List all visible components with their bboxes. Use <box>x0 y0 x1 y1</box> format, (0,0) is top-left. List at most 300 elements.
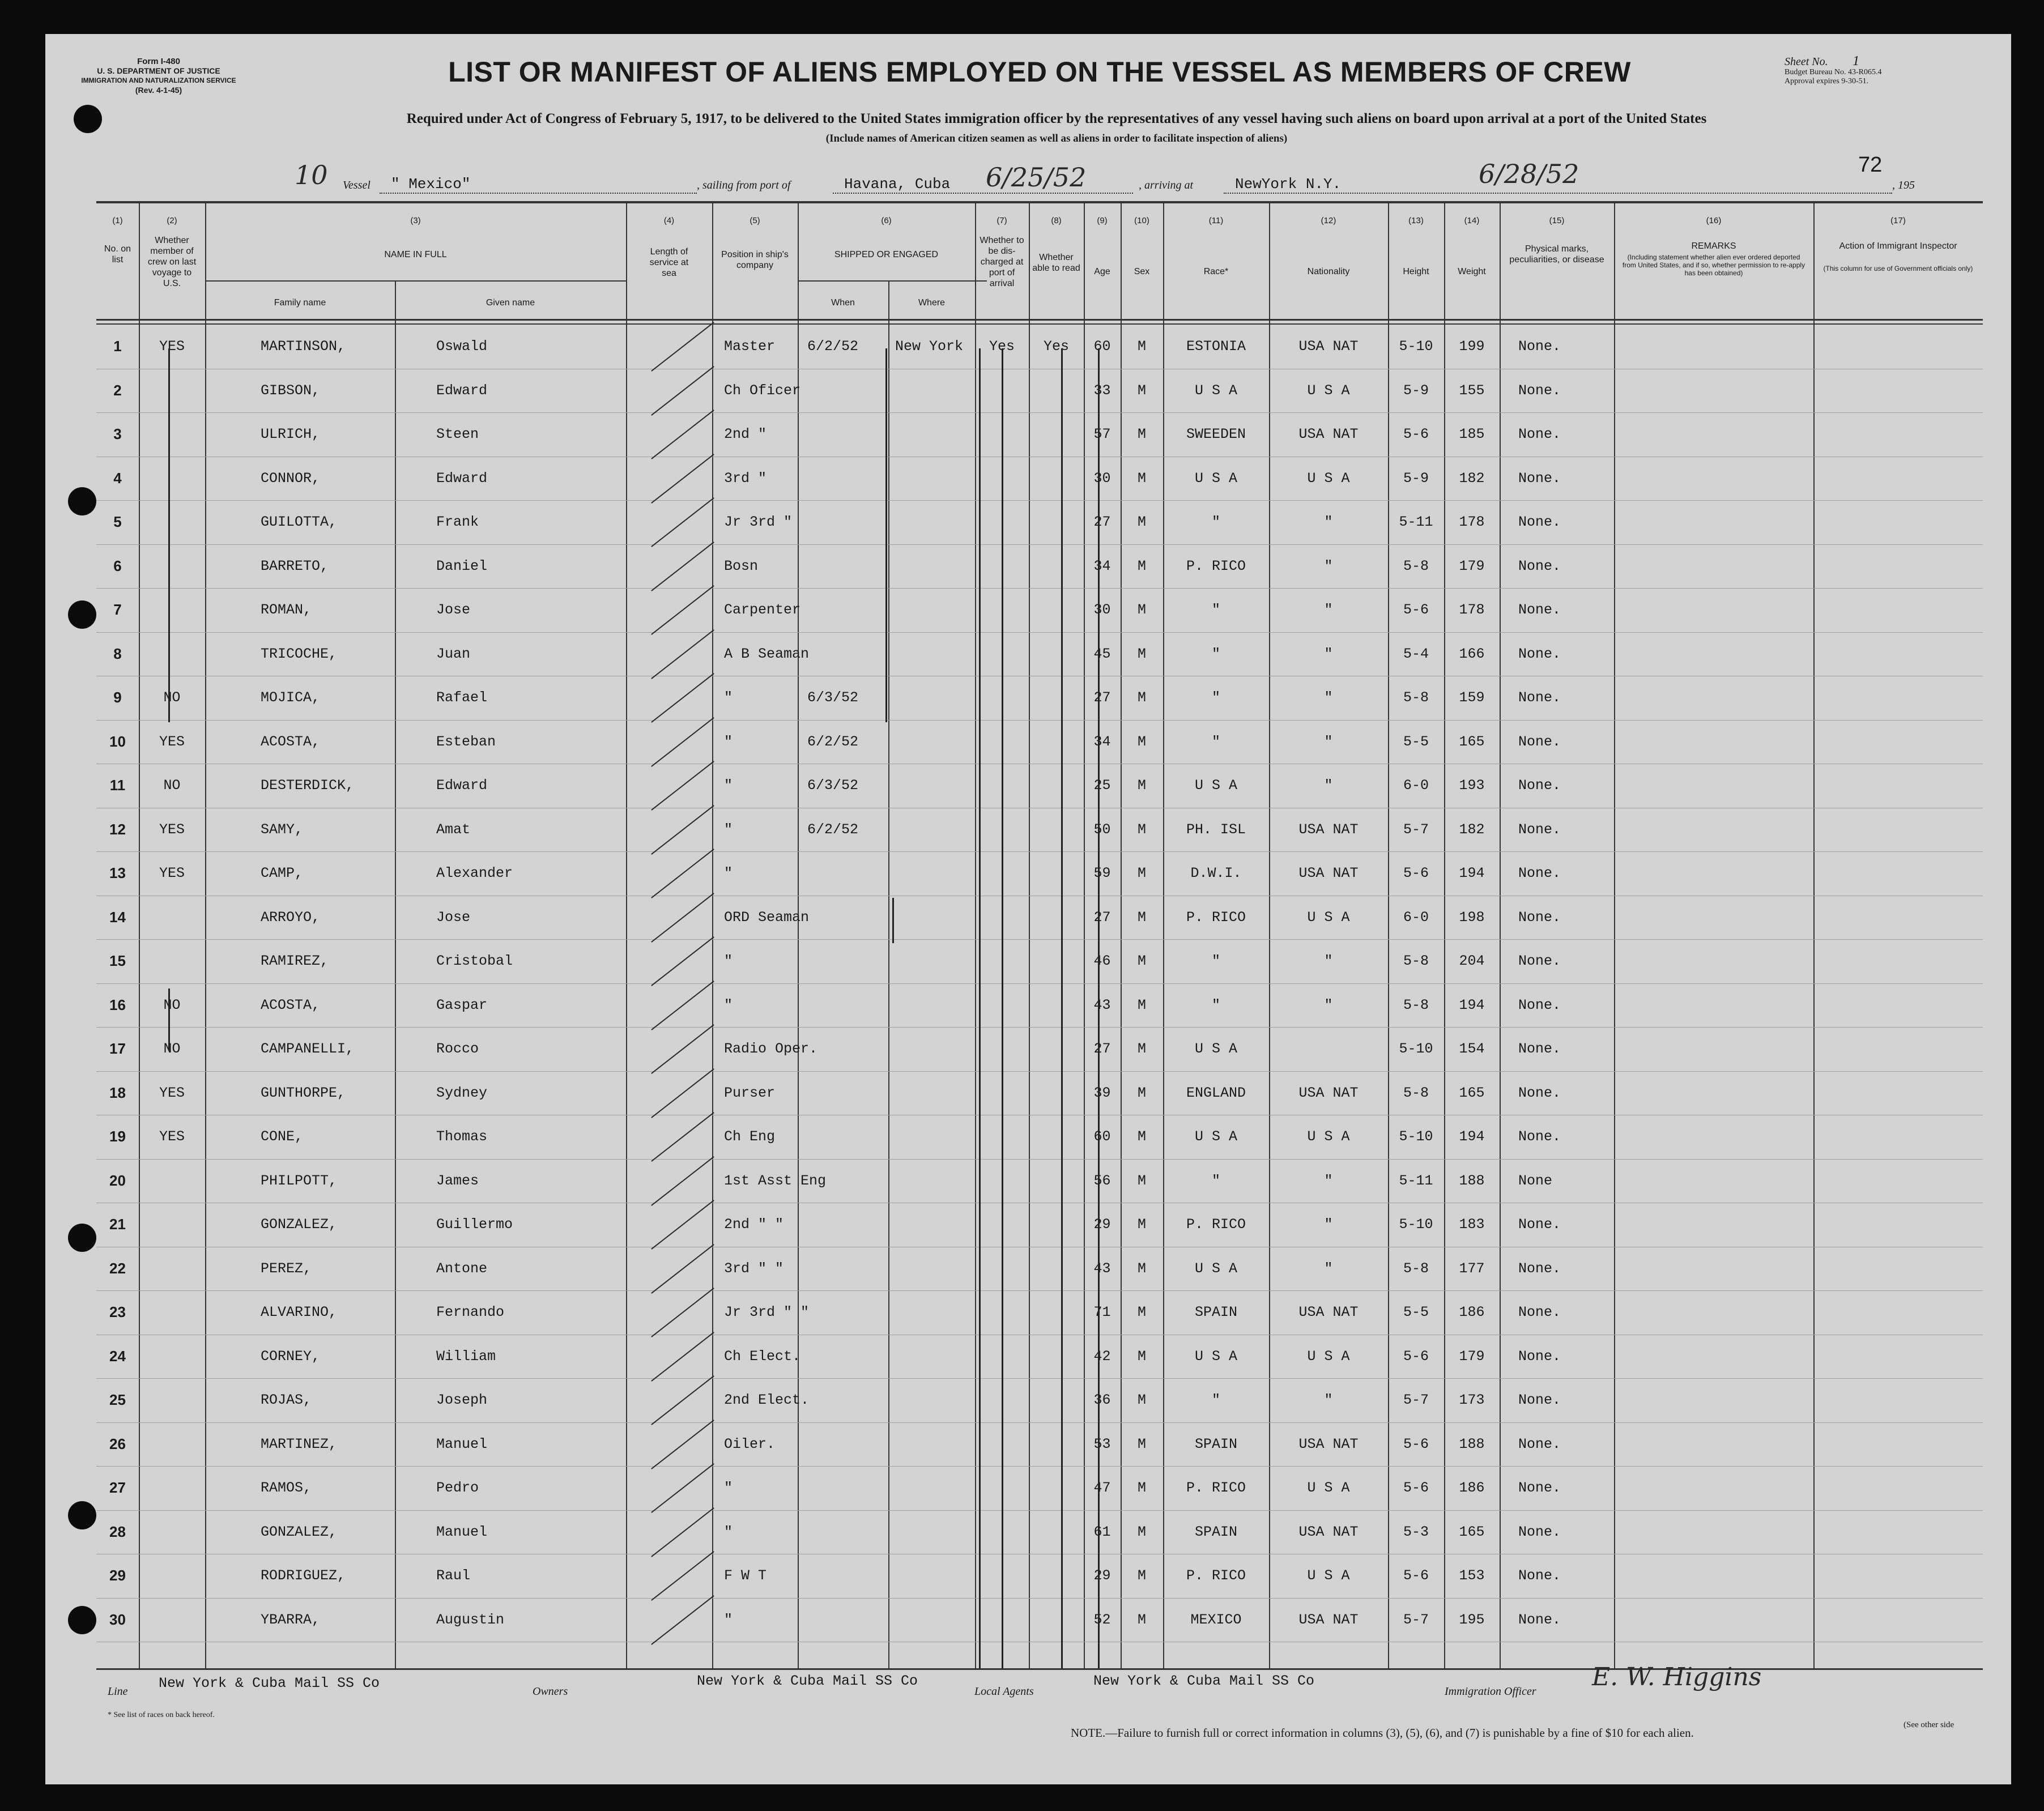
cell-sex: M <box>1137 733 1146 750</box>
cell-given-name: Steen <box>436 426 479 442</box>
cell-nationality: USA NAT <box>1298 1523 1359 1540</box>
cell-nationality: USA NAT <box>1298 865 1359 881</box>
cell-last-voyage <box>139 632 205 676</box>
cell-when <box>807 1422 892 1466</box>
colnum: (11) <box>1208 216 1224 225</box>
cell-height: 5-10 <box>1399 1041 1433 1057</box>
cell-weight: 159 <box>1459 689 1485 706</box>
cell-position: Ch Elect. <box>724 1348 801 1365</box>
cell-sex: M <box>1137 777 1146 794</box>
header-no-on-list: No. on list <box>104 244 131 265</box>
cell-height: 5-10 <box>1399 1216 1433 1233</box>
cell-race: " <box>1211 689 1220 706</box>
service-slash-mark <box>651 1420 714 1469</box>
header-remarks-note: (Including statement whether alien ever ordered deported from United States, and if so, whether permission to re-apply has been obtained) <box>1622 253 1805 277</box>
cell-when <box>807 896 892 939</box>
cell-able-to-read <box>1029 1159 1084 1203</box>
cell-sex: M <box>1137 1304 1146 1320</box>
cell-where <box>895 1115 975 1158</box>
service-slash-mark <box>651 322 714 372</box>
footer-note: NOTE.—Failure to furnish full or correct information in columns (3), (5), (6), and (7) is punishable by a fine of $10 for each alien. <box>1071 1726 1694 1740</box>
cell-able-to-read <box>1029 1378 1084 1422</box>
cell-last-voyage <box>139 1554 205 1597</box>
cell-position: Jr 3rd " " <box>724 1304 810 1320</box>
cell-nationality: USA NAT <box>1298 1304 1359 1320</box>
cell-sex: M <box>1137 1216 1146 1233</box>
cell-where <box>895 1422 975 1466</box>
cell-weight: 182 <box>1459 470 1485 487</box>
cell-sex: M <box>1137 1480 1146 1496</box>
cell-sex: M <box>1137 1260 1146 1277</box>
row-number: 20 <box>109 1171 126 1189</box>
header-name-in-full: NAME IN FULL <box>384 250 447 259</box>
cell-race: U S A <box>1194 777 1237 794</box>
service-slash-mark <box>651 1507 714 1557</box>
cell-able-to-read <box>1029 1510 1084 1554</box>
cell-able-to-read <box>1029 457 1084 500</box>
cell-last-voyage <box>139 544 205 588</box>
cell-height: 5-8 <box>1403 689 1429 706</box>
cell-family-name: GUILOTTA, <box>261 514 338 530</box>
cell-given-name: Rafael <box>436 689 488 706</box>
cell-nationality: " <box>1324 602 1333 618</box>
cell-age: 30 <box>1093 470 1111 487</box>
cell-weight: 165 <box>1459 733 1485 750</box>
cell-given-name: Edward <box>436 777 488 794</box>
cell-age: 52 <box>1093 1611 1111 1628</box>
cell-where <box>895 500 975 544</box>
cell-race: P. RICO <box>1186 1480 1246 1496</box>
cell-physical-marks: None. <box>1518 1480 1561 1496</box>
header-when: When <box>831 298 855 308</box>
cell-last-voyage <box>139 588 205 632</box>
form-id-line: (Rev. 4-1-45) <box>135 86 182 95</box>
cell-family-name: GUNTHORPE, <box>261 1084 346 1101</box>
cell-family-name: SAMY, <box>261 821 304 838</box>
cell-position: " <box>724 821 733 838</box>
cell-able-to-read <box>1029 1335 1084 1378</box>
cell-nationality: USA NAT <box>1298 338 1359 355</box>
cell-age: 60 <box>1093 1128 1111 1145</box>
binder-hole <box>68 1606 96 1634</box>
header-bottom-rule <box>96 319 1983 321</box>
cell-position: Radio Oper. <box>724 1041 818 1057</box>
cell-when <box>807 1071 892 1115</box>
cell-physical-marks: None. <box>1518 338 1561 355</box>
row-number: 27 <box>109 1479 126 1496</box>
cell-race: " <box>1211 953 1220 969</box>
row-number: 24 <box>109 1347 126 1365</box>
cell-physical-marks: None. <box>1518 996 1561 1013</box>
cell-height: 6-0 <box>1403 909 1429 926</box>
row-number: 17 <box>109 1040 126 1057</box>
cell-able-to-read <box>1029 896 1084 939</box>
cell-where <box>895 1290 975 1334</box>
cell-race: SPAIN <box>1194 1304 1237 1320</box>
cell-age: 53 <box>1093 1435 1111 1452</box>
cell-able-to-read <box>1029 412 1084 456</box>
cell-physical-marks: None. <box>1518 645 1561 662</box>
subtitle: Required under Act of Congress of February 5, 1917, to be delivered to the United States immigration officer by the representatives of any vessel having such aliens on board upon arrival at a port of the United States <box>406 111 1707 126</box>
row-number: 2 <box>113 381 122 399</box>
cell-weight: 178 <box>1459 602 1485 618</box>
colnum: (8) <box>1051 216 1062 225</box>
cell-sex: M <box>1137 1523 1146 1540</box>
cell-height: 5-3 <box>1403 1523 1429 1540</box>
cell-age: 43 <box>1093 1260 1111 1277</box>
cell-position: 1st Asst Eng <box>724 1172 827 1189</box>
cell-when <box>807 983 892 1027</box>
cell-age: 30 <box>1093 602 1111 618</box>
cell-last-voyage <box>139 412 205 456</box>
cell-race: U S A <box>1194 1260 1237 1277</box>
cell-family-name: GONZALEZ, <box>261 1216 338 1233</box>
cell-last-voyage: YES <box>159 1128 185 1145</box>
cell-physical-marks: None. <box>1518 689 1561 706</box>
cell-when <box>807 369 892 412</box>
cell-last-voyage <box>139 896 205 939</box>
cell-weight: 182 <box>1459 821 1485 838</box>
row-number: 1 <box>113 338 122 355</box>
cell-height: 5-6 <box>1403 1480 1429 1496</box>
cell-when <box>807 1159 892 1203</box>
cell-last-voyage <box>139 1159 205 1203</box>
cell-family-name: MARTINEZ, <box>261 1435 338 1452</box>
cell-position: Ch Oficer <box>724 382 801 399</box>
cell-nationality: USA NAT <box>1298 1611 1359 1628</box>
cell-family-name: GONZALEZ, <box>261 1523 338 1540</box>
row-number: 4 <box>113 469 122 487</box>
cell-weight: 177 <box>1459 1260 1485 1277</box>
owners-label: Owners <box>533 1685 568 1698</box>
line-label: Line <box>108 1685 128 1698</box>
cell-family-name: GIBSON, <box>261 382 321 399</box>
cell-race: P. RICO <box>1186 1567 1246 1584</box>
cell-position: " <box>724 1611 733 1628</box>
colnum: (17) <box>1890 216 1906 225</box>
cell-when <box>807 1203 892 1246</box>
column-rule <box>712 201 713 1668</box>
port-to: NewYork N.Y. <box>1235 176 1342 193</box>
cell-given-name: Gaspar <box>436 996 488 1013</box>
cell-nationality: " <box>1324 645 1333 662</box>
cell-where <box>895 896 975 939</box>
service-slash-mark <box>651 585 714 635</box>
service-slash-mark <box>651 1156 714 1206</box>
cell-physical-marks: None. <box>1518 1216 1561 1233</box>
cell-weight: 166 <box>1459 645 1485 662</box>
column-rule <box>626 201 627 1668</box>
cell-height: 5-5 <box>1403 1304 1429 1320</box>
cell-height: 5-4 <box>1403 645 1429 662</box>
colnum: (5) <box>750 216 760 225</box>
cell-when: 6/3/52 <box>807 689 859 706</box>
cell-height: 5-11 <box>1399 1172 1433 1189</box>
cell-able-to-read <box>1029 1115 1084 1158</box>
cell-age: 59 <box>1093 865 1111 881</box>
cell-family-name: CAMPANELLI, <box>261 1041 355 1057</box>
cell-weight: 194 <box>1459 996 1485 1013</box>
cell-nationality: U S A <box>1307 1480 1350 1496</box>
cell-weight: 154 <box>1459 1041 1485 1057</box>
header-inspector-action: Action of Immigrant Inspector <box>1839 241 1957 251</box>
cell-last-voyage: YES <box>159 1084 185 1101</box>
cell-where <box>895 457 975 500</box>
cell-position: " <box>724 1480 733 1496</box>
cell-race: " <box>1211 733 1220 750</box>
cell-sex: M <box>1137 557 1146 574</box>
column-rule <box>1614 201 1615 1668</box>
colnum: (10) <box>1134 216 1149 225</box>
cell-where <box>895 1203 975 1246</box>
cell-where <box>895 1159 975 1203</box>
cell-where <box>895 544 975 588</box>
cell-where <box>895 412 975 456</box>
cell-height: 5-7 <box>1403 821 1429 838</box>
cell-physical-marks: None. <box>1518 1041 1561 1057</box>
cell-race: SPAIN <box>1194 1435 1237 1452</box>
cell-family-name: ROJAS, <box>261 1392 312 1408</box>
cell-nationality: USA NAT <box>1298 821 1359 838</box>
cell-age: 27 <box>1093 689 1111 706</box>
cell-when <box>807 500 892 544</box>
binder-hole <box>68 487 96 515</box>
service-slash-mark <box>651 1551 714 1601</box>
colnum: (7) <box>997 216 1007 225</box>
cell-able-to-read <box>1029 1027 1084 1071</box>
cell-race: D.W.I. <box>1190 865 1242 881</box>
cell-last-voyage <box>139 1598 205 1642</box>
header-remarks: REMARKS <box>1691 241 1736 251</box>
column-rule <box>205 201 206 1668</box>
cell-when <box>807 1027 892 1071</box>
cell-able-to-read <box>1029 1466 1084 1510</box>
cell-able-to-read <box>1029 851 1084 895</box>
cell-given-name: Daniel <box>436 557 488 574</box>
header-position: Position in ship's company <box>721 250 789 270</box>
cell-last-voyage <box>139 500 205 544</box>
cell-given-name: Jose <box>436 909 471 926</box>
cell-sex: M <box>1137 645 1146 662</box>
cell-height: 5-7 <box>1403 1392 1429 1408</box>
header-nationality: Nationality <box>1307 267 1350 276</box>
cell-when: 6/2/52 <box>807 338 859 355</box>
cell-when <box>807 632 892 676</box>
cell-physical-marks: None. <box>1518 1084 1561 1101</box>
port-from: Havana, Cuba <box>844 176 951 193</box>
row-number: 8 <box>113 645 122 662</box>
service-slash-mark <box>651 1112 714 1162</box>
cell-height: 5-6 <box>1403 602 1429 618</box>
cell-last-voyage <box>139 1510 205 1554</box>
year-label: , 195 <box>1892 179 1915 191</box>
cell-given-name: Sydney <box>436 1084 488 1101</box>
service-slash-mark <box>651 1332 714 1382</box>
cell-when <box>807 1554 892 1597</box>
cell-sex: M <box>1137 1041 1146 1057</box>
cell-weight: 155 <box>1459 382 1485 399</box>
row-number: 14 <box>109 908 126 926</box>
cell-given-name: William <box>436 1348 496 1365</box>
cell-given-name: Rocco <box>436 1041 479 1057</box>
cell-physical-marks: None. <box>1518 1523 1561 1540</box>
cell-height: 5-6 <box>1403 1435 1429 1452</box>
cell-when <box>807 1247 892 1290</box>
cell-height: 5-6 <box>1403 426 1429 442</box>
cell-race: U S A <box>1194 382 1237 399</box>
binder-hole <box>68 600 96 629</box>
cell-physical-marks: None <box>1518 1172 1553 1189</box>
cell-nationality: U S A <box>1307 1128 1350 1145</box>
cell-where <box>895 1027 975 1071</box>
cell-age: 33 <box>1093 382 1111 399</box>
subtitle-note: (Include names of American citizen seamen as well as aliens in order to facilitate inspection of aliens) <box>825 133 1288 144</box>
cell-last-voyage: NO <box>163 689 181 706</box>
cell-race: " <box>1211 514 1220 530</box>
cell-last-voyage <box>139 939 205 983</box>
sheet-number-block <box>1785 54 1988 86</box>
cell-when <box>807 1510 892 1554</box>
cell-physical-marks: None. <box>1518 953 1561 969</box>
cell-family-name: ARROYO, <box>261 909 321 926</box>
cell-family-name: ULRICH, <box>261 426 321 442</box>
crew-table <box>96 201 1983 1668</box>
cell-race: " <box>1211 1392 1220 1408</box>
cell-physical-marks: None. <box>1518 1348 1561 1365</box>
cell-physical-marks: None. <box>1518 733 1561 750</box>
cell-age: 57 <box>1093 426 1111 442</box>
table-top-rule <box>96 201 1983 203</box>
cell-last-voyage <box>139 1422 205 1466</box>
cell-physical-marks: None. <box>1518 1128 1561 1145</box>
dotted-rule <box>833 193 1133 194</box>
cell-given-name: Fernando <box>436 1304 505 1320</box>
cell-age: 50 <box>1093 821 1111 838</box>
header-prev-voyage: Whether member of crew on last voyage to U.S. <box>147 236 197 288</box>
cell-family-name: TRICOCHE, <box>261 645 338 662</box>
cell-nationality: " <box>1324 1392 1333 1408</box>
cell-age: 45 <box>1093 645 1111 662</box>
row-number: 25 <box>109 1391 126 1408</box>
service-slash-mark <box>651 366 714 416</box>
header-race: Race* <box>1203 267 1229 276</box>
cell-where <box>895 1071 975 1115</box>
cell-physical-marks: None. <box>1518 470 1561 487</box>
cell-physical-marks: None. <box>1518 602 1561 618</box>
cell-weight: 198 <box>1459 909 1485 926</box>
cell-last-voyage <box>139 457 205 500</box>
cell-race: U S A <box>1194 1041 1237 1057</box>
sheet-number: 1 <box>1853 54 1860 69</box>
cell-when <box>807 851 892 895</box>
row-number: 23 <box>109 1303 126 1320</box>
ditto-line-mark <box>885 348 887 722</box>
cell-weight: 153 <box>1459 1567 1485 1584</box>
cell-race: " <box>1211 1172 1220 1189</box>
cell-sex: M <box>1137 1084 1146 1101</box>
cell-family-name: BARRETO, <box>261 557 329 574</box>
cell-sex: M <box>1137 953 1146 969</box>
cell-family-name: CONNOR, <box>261 470 321 487</box>
cell-given-name: Thomas <box>436 1128 488 1145</box>
colnum: (13) <box>1408 216 1424 225</box>
cell-height: 5-8 <box>1403 1084 1429 1101</box>
service-slash-mark <box>651 673 714 723</box>
cell-where <box>895 851 975 895</box>
cell-weight: 183 <box>1459 1216 1485 1233</box>
cell-height: 5-6 <box>1403 865 1429 881</box>
header-age: Age <box>1094 267 1110 276</box>
cell-age: 29 <box>1093 1567 1111 1584</box>
service-slash-mark <box>651 1068 714 1118</box>
cell-last-voyage: NO <box>163 996 181 1013</box>
cell-physical-marks: None. <box>1518 1260 1561 1277</box>
budget-line: Budget Bureau No. 43-R065.4 <box>1785 68 1882 76</box>
cell-height: 5-6 <box>1403 1348 1429 1365</box>
cell-race: PH. ISL <box>1186 821 1246 838</box>
cell-nationality: USA NAT <box>1298 1084 1359 1101</box>
header-height: Height <box>1403 267 1429 276</box>
cell-position: Master <box>724 338 776 355</box>
row-number: 15 <box>109 952 126 969</box>
sailing-label: , sailing from port of <box>697 179 791 191</box>
cell-where <box>895 1335 975 1378</box>
cell-sex: M <box>1137 1392 1146 1408</box>
cell-nationality: USA NAT <box>1298 1435 1359 1452</box>
cell-where <box>895 1247 975 1290</box>
colnum: (3) <box>410 216 421 225</box>
cell-age: 25 <box>1093 777 1111 794</box>
cell-nationality: " <box>1324 733 1333 750</box>
cell-when: 6/2/52 <box>807 733 859 750</box>
row-number: 3 <box>113 425 122 442</box>
cell-physical-marks: None. <box>1518 1304 1561 1320</box>
cell-position: F W T <box>724 1567 767 1584</box>
arriving-label: , arriving at <box>1139 179 1194 191</box>
cell-family-name: MOJICA, <box>261 689 321 706</box>
cell-race: " <box>1211 602 1220 618</box>
cell-where <box>895 1510 975 1554</box>
date-sailed: 6/25/52 <box>986 162 1087 193</box>
cell-given-name: James <box>436 1172 479 1189</box>
binder-hole <box>74 105 102 133</box>
cell-able-to-read <box>1029 983 1084 1027</box>
cell-sex: M <box>1137 996 1146 1013</box>
cell-last-voyage: YES <box>159 733 185 750</box>
service-slash-mark <box>651 1200 714 1250</box>
owners-value: New York & Cuba Mail SS Co <box>697 1673 918 1689</box>
cell-physical-marks: None. <box>1518 865 1561 881</box>
cell-height: 5-11 <box>1399 514 1433 530</box>
ditto-line-mark <box>1061 348 1063 1668</box>
cell-able-to-read <box>1029 369 1084 412</box>
header-inspector-note: (This column for use of Government officials only) <box>1823 265 1973 272</box>
cell-position: Oiler. <box>724 1435 776 1452</box>
sheet-label: Sheet No. <box>1785 56 1828 68</box>
cell-last-voyage <box>139 1378 205 1422</box>
service-slash-mark <box>651 410 714 459</box>
service-slash-mark <box>651 1463 714 1513</box>
cell-given-name: Guillermo <box>436 1216 513 1233</box>
row-number: 26 <box>109 1435 126 1452</box>
cell-position: " <box>724 953 733 969</box>
cell-family-name: DESTERDICK, <box>261 777 355 794</box>
cell-able-to-read <box>1029 1290 1084 1334</box>
cell-nationality: USA NAT <box>1298 426 1359 442</box>
row-number: 12 <box>109 820 126 838</box>
cell-height: 5-8 <box>1403 996 1429 1013</box>
cell-position: " <box>724 777 733 794</box>
